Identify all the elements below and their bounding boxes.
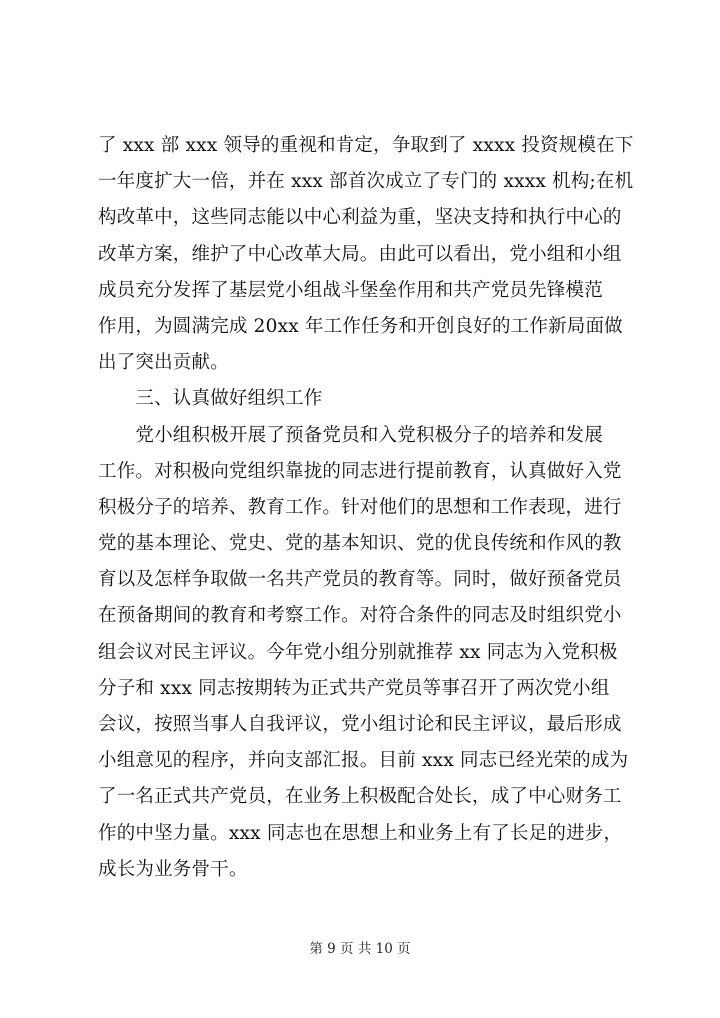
text-line: 出了突出贡献。: [98, 352, 229, 374]
text-line: 作的中坚力量。xxx 同志也在思想上和业务上有了长足的进步，: [98, 822, 623, 844]
text-line: 工作。对积极向党组织靠拢的同志进行提前教育，认真做好入党: [98, 460, 622, 482]
text-line: 改革方案，维护了中心改革大局。由此可以看出，党小组和小组: [98, 243, 622, 265]
section-heading: 三、认真做好组织工作: [98, 388, 323, 410]
text-line: 在预备期间的教育和考察工作。对符合条件的同志及时组织党小: [98, 605, 622, 627]
text-line: 会议，按照当事人自我评议，党小组讨论和民主评议，最后形成: [98, 714, 622, 735]
text-line: 组会议对民主评议。今年党小组分别就推荐 xx 同志为入党积极: [98, 641, 618, 663]
body-text: [98, 128, 638, 888]
text-line: 小组意见的程序，并向支部汇报。目前 xxx 同志已经光荣的成为: [98, 750, 629, 772]
text-line: 一年度扩大一倍，并在 xxx 部首次成立了专门的 xxxx 机构;在机: [98, 171, 634, 193]
text-line: 成员充分发挥了基层党小组战斗堡垒作用和共产党员先锋模范: [98, 279, 603, 301]
text-line: 育以及怎样争取做一名共产党员的教育等。同时，做好预备党员: [98, 569, 622, 591]
text-line: 党的基本理论、党史、党的基本知识、党的优良传统和作风的教: [98, 533, 622, 555]
text-line: 了 xxx 部 xxx 领导的重视和肯定，争取到了 xxxx 投资规模在下: [98, 135, 634, 156]
text-line: 分子和 xxx 同志按期转为正式共产党员等事召开了两次党小组: [98, 677, 610, 699]
text-line: 党小组积极开展了预备党员和入党积极分子的培养和发展: [98, 424, 603, 446]
text-line: 构改革中，这些同志能以中心利益为重，坚决支持和执行中心的: [98, 207, 622, 229]
text-line: 成长为业务骨干。: [98, 858, 248, 880]
text-line: 作用，为圆满完成 20xx 年工作任务和开创良好的工作新局面做: [98, 315, 623, 337]
text-line: 积极分子的培养、教育工作。针对他们的思想和工作表现，进行: [98, 496, 622, 518]
page-footer: 第 9 页 共 10 页: [309, 941, 411, 957]
text-line: 了一名正式共产党员，在业务上积极配合处长，成了中心财务工: [98, 786, 622, 808]
